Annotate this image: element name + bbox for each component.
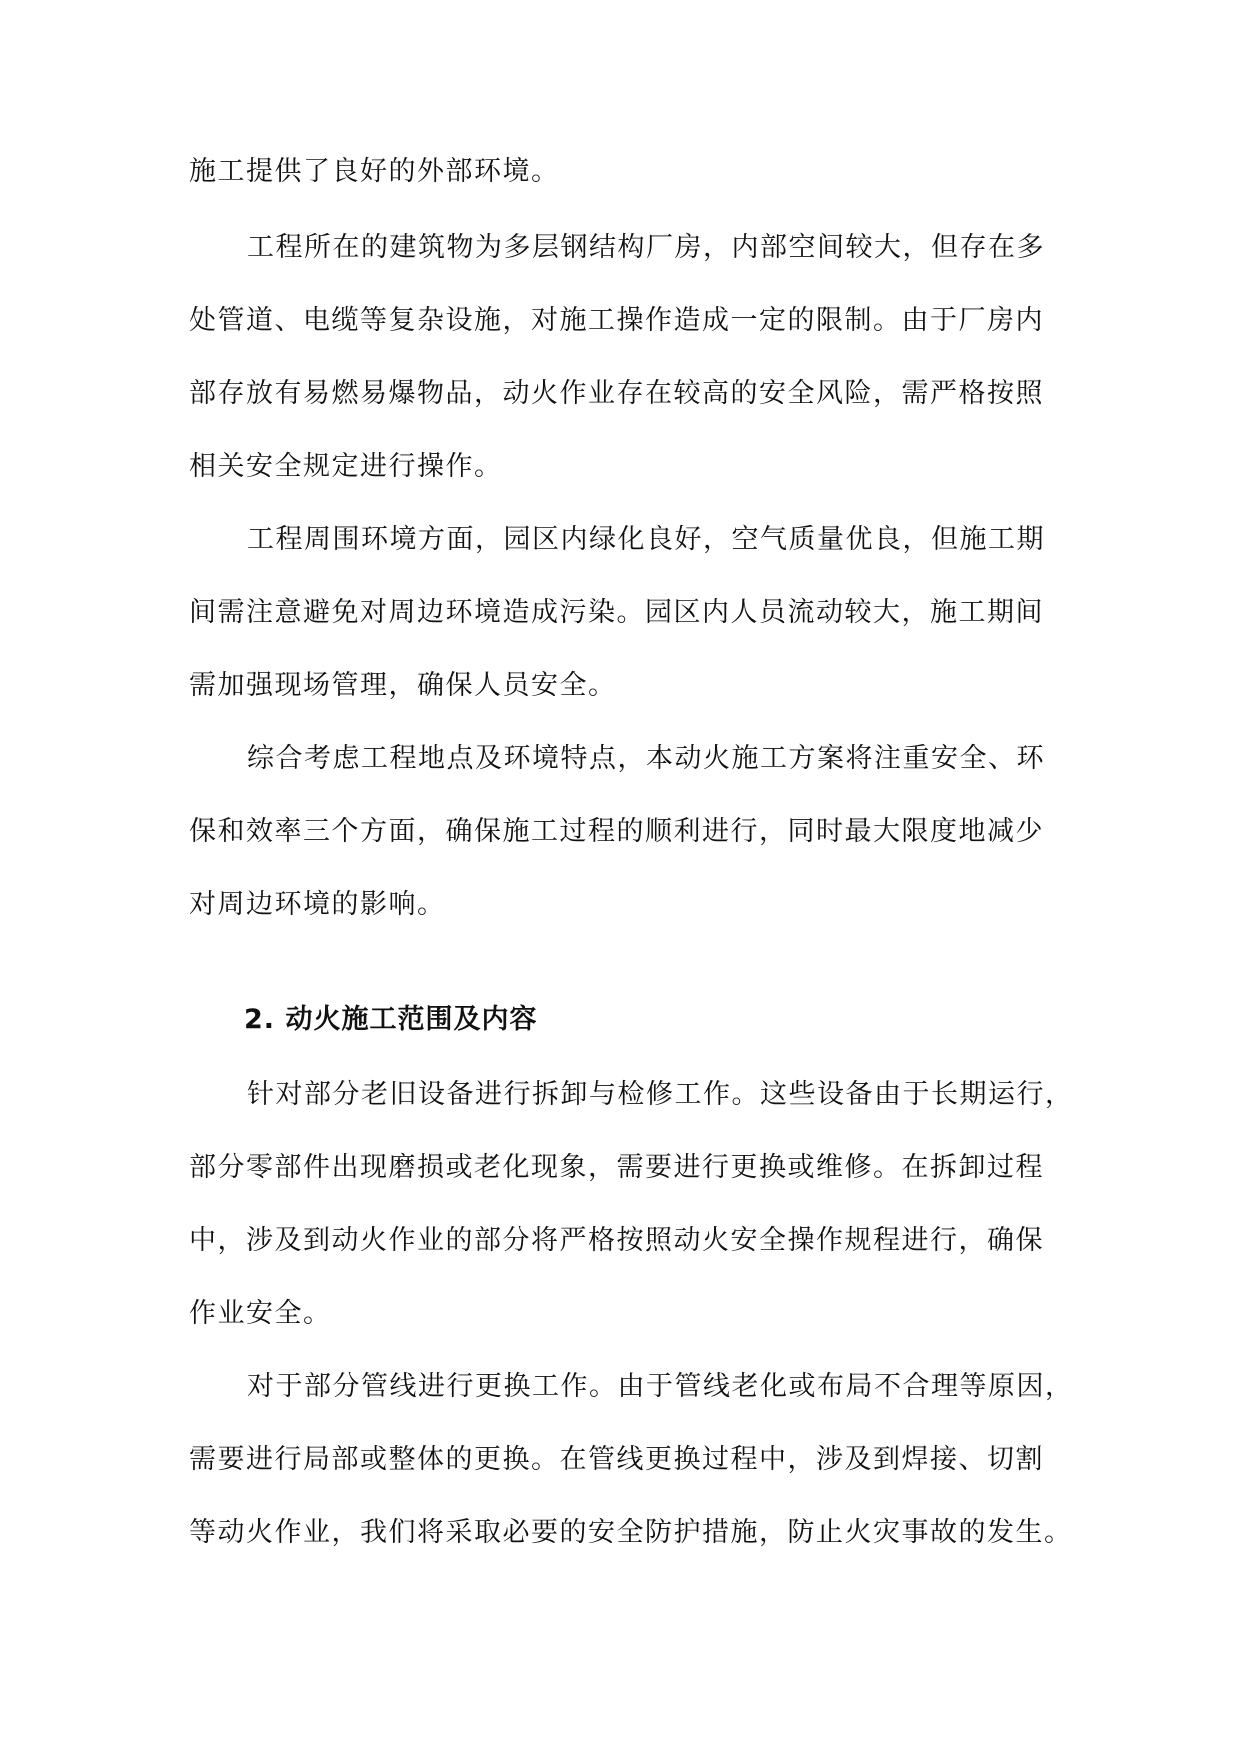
paragraph-line: 中，涉及到动火作业的部分将严格按照动火安全操作规程进行，确保	[189, 1225, 1044, 1256]
paragraph-line: 需加强现场管理，确保人员安全。	[189, 670, 617, 701]
paragraph-line: 对于部分管线进行更换工作。由于管线老化或布局不合理等原因，	[247, 1371, 1074, 1402]
paragraph-line: 工程所在的建筑物为多层钢结构厂房，内部空间较大，但存在多	[247, 232, 1045, 263]
paragraph-line: 施工提供了良好的外部环境。	[189, 156, 560, 187]
paragraph-line: 部存放有易燃易爆物品，动火作业存在较高的安全风险，需严格按照	[189, 378, 1044, 409]
paragraph-line: 相关安全规定进行操作。	[189, 451, 503, 482]
paragraph-line: 处管道、电缆等复杂设施，对施工操作造成一定的限制。由于厂房内	[189, 305, 1044, 336]
paragraph-line: 综合考虑工程地点及环境特点，本动火施工方案将注重安全、环	[247, 743, 1045, 774]
paragraph-line: 工程周围环境方面，园区内绿化良好，空气质量优良，但施工期	[247, 524, 1045, 555]
paragraph-line: 针对部分老旧设备进行拆卸与检修工作。这些设备由于长期运行，	[247, 1079, 1074, 1110]
paragraph-line: 对周边环境的影响。	[189, 889, 446, 920]
paragraph-line: 部分零部件出现磨损或老化现象，需要进行更换或维修。在拆卸过程	[189, 1152, 1044, 1183]
paragraph-line: 作业安全。	[189, 1298, 332, 1329]
paragraph-line: 间需注意避免对周边环境造成污染。园区内人员流动较大，施工期间	[189, 597, 1044, 628]
section-heading: 2. 动火施工范围及内容	[244, 1004, 538, 1035]
paragraph-line: 保和效率三个方面，确保施工过程的顺利进行，同时最大限度地减少	[189, 816, 1044, 847]
paragraph-line: 等动火作业，我们将采取必要的安全防护措施，防止火灾事故的发生。	[189, 1517, 1073, 1548]
paragraph-line: 需要进行局部或整体的更换。在管线更换过程中，涉及到焊接、切割	[189, 1444, 1044, 1475]
